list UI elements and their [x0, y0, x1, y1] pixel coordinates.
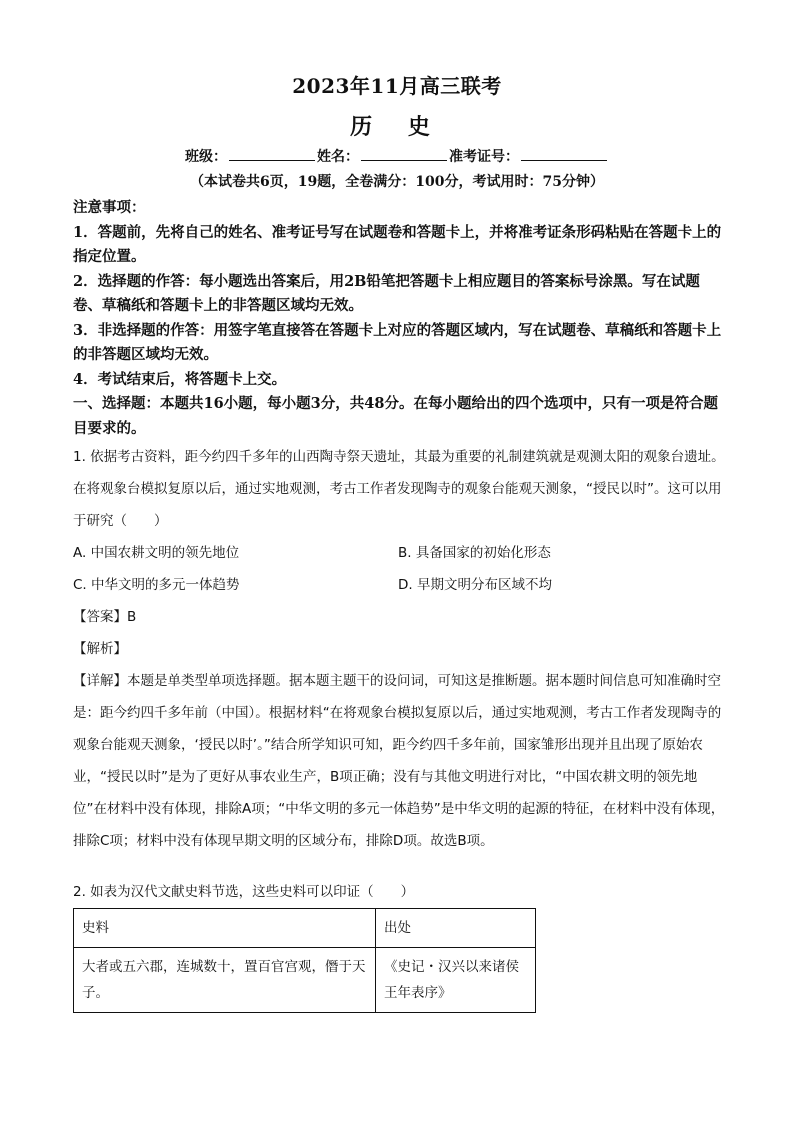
detail-text: 本题是单类型单项选择题。据本题主题干的设问词，可知这是推断题。据本题时间信息可知准确时空是：距今约四千多年前（中国）。根据材料“在将观象台模拟复原以后，通过实地观测，考古工作者发现陶寺的观象台能观天测象，‘授民以时’。”结合所学知识可知，距今约四千多年前，国家雏形出现并且出现了原始农业，“授民以时”是为了更好从事农业生产，B项正确；没有与其他文明进行对比，“中国农耕文明的领先地位”在材料中没有体现，排除A项；“中华文明的多元一体趋势”是中华文明的起源的特征，在材料中没有体现，排除C项；材料中没有体现早期文明的区域分布，排除D项。故选B项。	[73, 673, 725, 849]
notes-heading: 注意事项：	[73, 199, 146, 216]
detail-label: 【详解】	[73, 673, 127, 689]
question-2	[73, 876, 725, 908]
section-heading: 一、选择题：本题共16小题，每小题3分，共48分。在每小题给出的四个选项中，只有一项是符合题目要求的。	[73, 395, 718, 437]
student-info-line	[0, 146, 794, 166]
class-blank	[229, 146, 315, 161]
note-item: 3．非选择题的作答：用签字笔直接答在答题卡上对应的答题区域内，写在试题卷、草稿纸和答题卡上的非答题区域均无效。	[73, 321, 722, 363]
table-header-row	[74, 909, 536, 948]
id-label: 准考证号：	[449, 149, 519, 165]
subject-title: 历 史	[350, 114, 444, 140]
exam-title: 2023年11月高三联考	[292, 74, 502, 98]
question-1	[73, 441, 725, 857]
table-header-cell: 出处	[376, 909, 536, 948]
analysis-label: 【解析】	[73, 641, 127, 657]
name-label: 姓名：	[317, 149, 359, 165]
id-blank	[521, 146, 607, 161]
table-cell: 大者或五六郡，连城数十，置百官宫观，僭于天子。	[74, 948, 376, 1013]
note-item: 4．考试结束后，将答题卡上交。	[73, 370, 287, 388]
table-cell: 《史记・汉兴以来诸侯王年表序》	[376, 948, 536, 1013]
exam-meta: （本试卷共6页，19题，全卷满分：100分，考试用时：75分钟）	[190, 174, 604, 190]
source-table	[73, 908, 536, 1013]
note-item: 2．选择题的作答：每小题选出答案后，用2B铅笔把答题卡上相应题目的答案标号涂黑。写在试题卷、草稿纸和答题卡上的非答题区域均无效。	[73, 272, 700, 314]
question-stem: 2. 如表为汉代文献史料节选，这些史料可以印证（ ）	[73, 884, 415, 900]
detail-paragraph	[73, 665, 725, 857]
table-row	[74, 948, 536, 1013]
class-label: 班级：	[185, 149, 227, 165]
question-stem: 1. 依据考古资料，距今约四千多年的山西陶寺祭天遗址，其最为重要的礼制建筑就是观测太阳的观象台遗址。在将观象台模拟复原以后，通过实地观测，考古工作者发现陶寺的观象台能观天测象，“授民以时”。这可以用于研究（ ）	[73, 449, 725, 529]
name-blank	[361, 146, 447, 161]
option-a: A. 中国农耕文明的领先地位	[73, 545, 240, 561]
answer-line	[73, 601, 725, 633]
option-c: C. 中华文明的多元一体趋势	[73, 577, 240, 593]
option-b: B. 具备国家的初始化形态	[398, 545, 551, 561]
answer-value: B	[127, 609, 137, 625]
note-item: 1．答题前，先将自己的姓名、准考证号写在试题卷和答题卡上，并将准考证条形码粘贴在答题卡上的指定位置。	[73, 223, 722, 265]
options-grid	[73, 537, 725, 601]
notes-block	[73, 196, 725, 441]
table-header-cell: 史料	[74, 909, 376, 948]
option-d: D. 早期文明分布区域不均	[398, 577, 552, 593]
answer-label: 【答案】	[73, 609, 127, 625]
